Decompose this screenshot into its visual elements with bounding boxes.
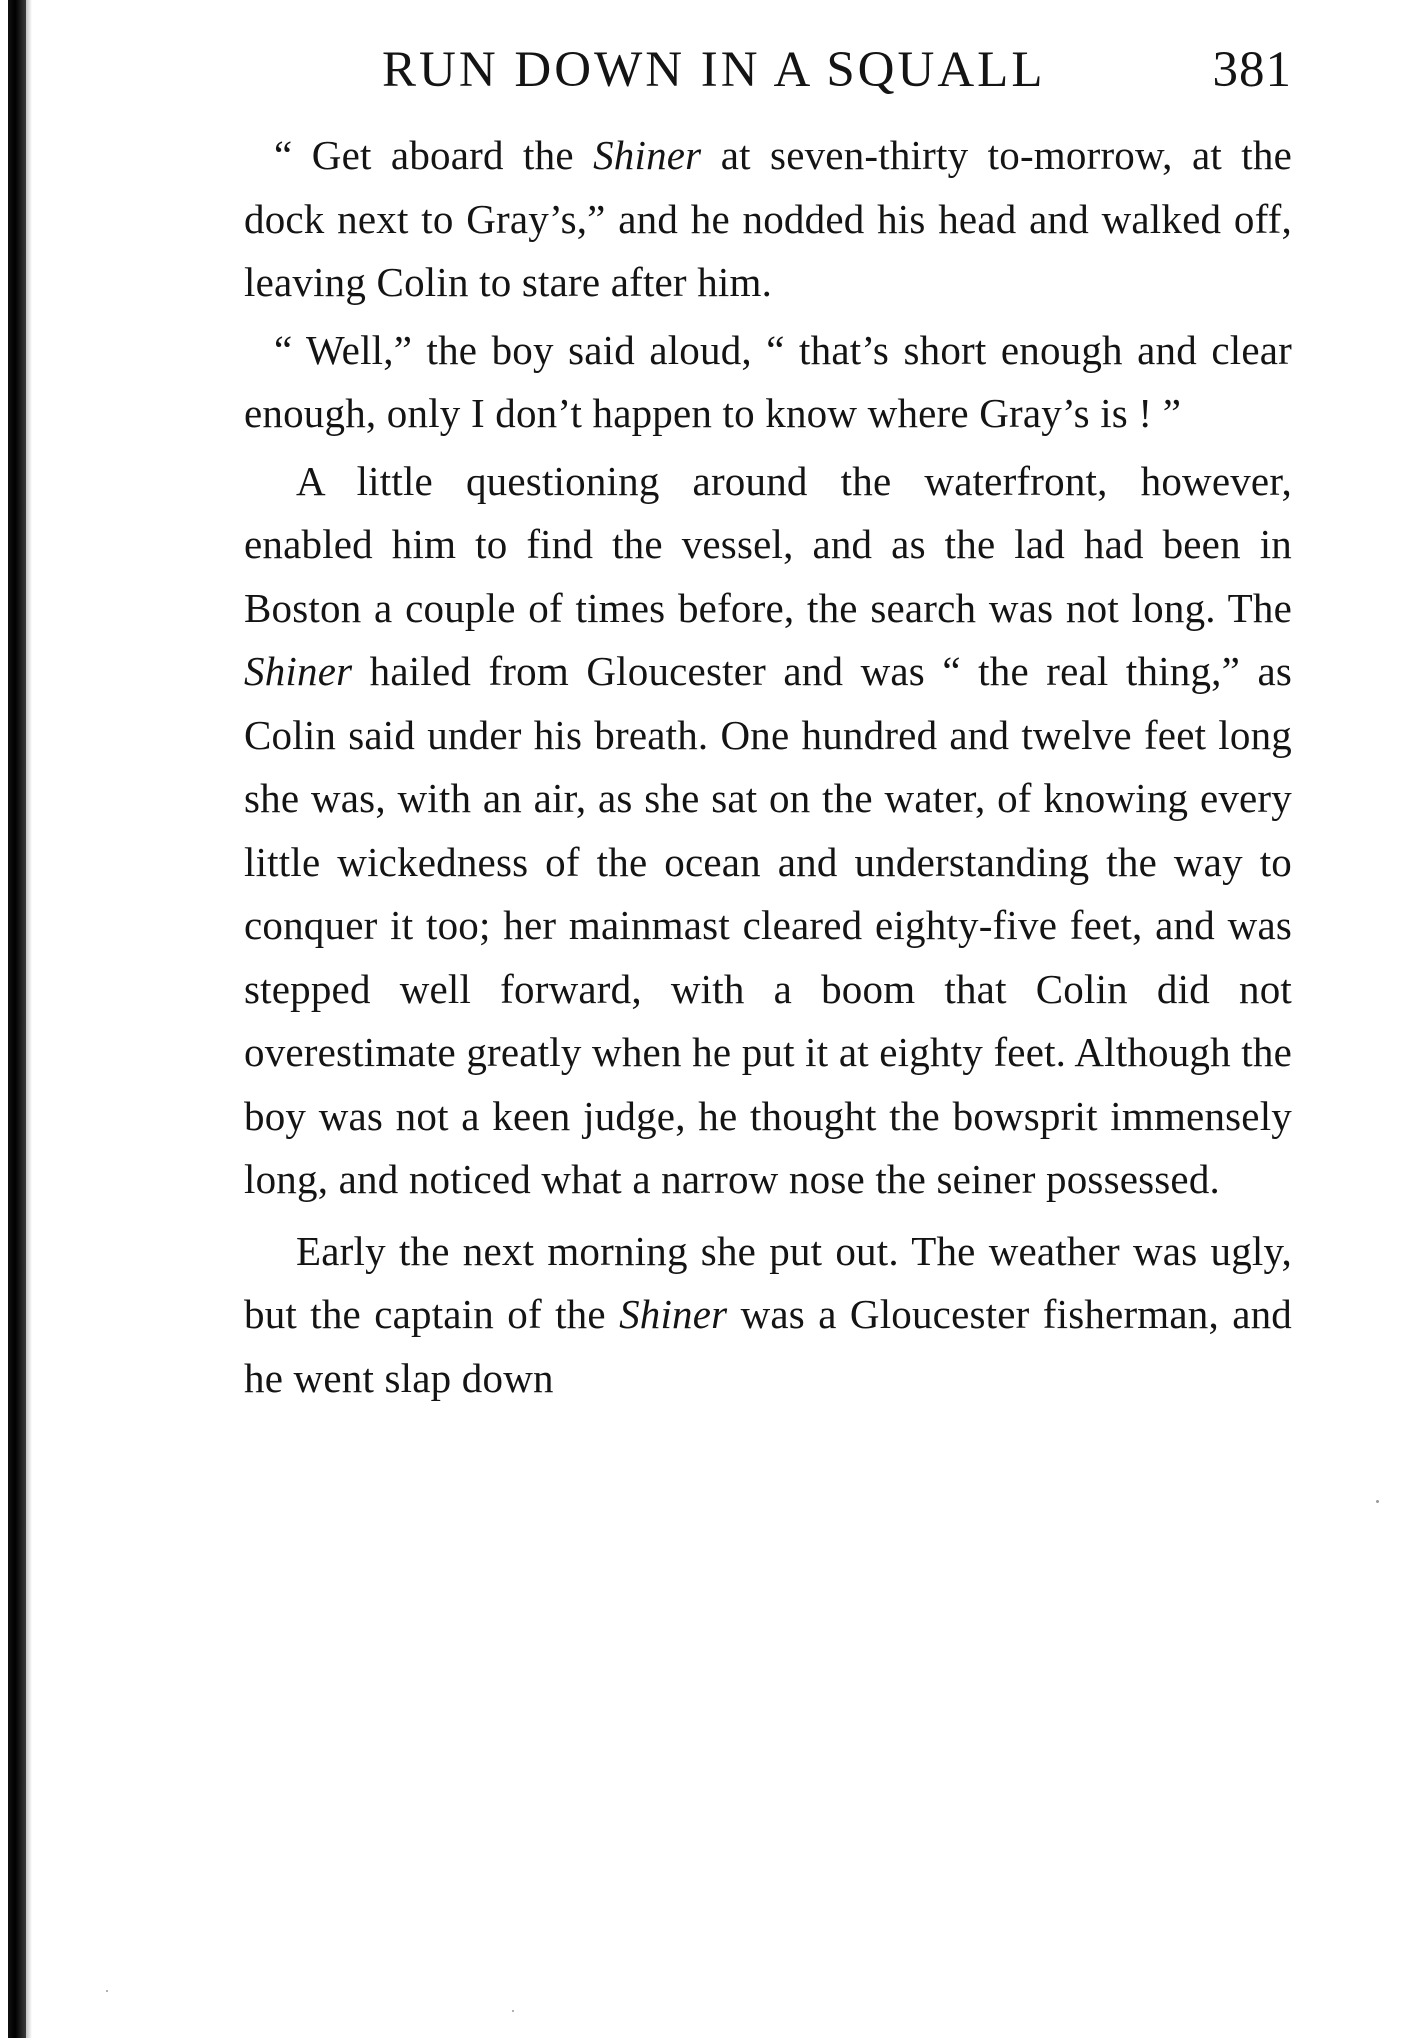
text-segment: “ Get aboard the <box>274 132 594 178</box>
paper-speck <box>106 1990 108 1992</box>
paragraph-1 <box>244 124 1292 315</box>
ship-name: Shiner <box>244 648 353 694</box>
text-segment: was a Gloucester fisherman, and he went slap down <box>244 1291 1293 1401</box>
paper-speck <box>512 2010 514 2012</box>
text-segment: A little questioning around the waterfront, however, enabled him to find the vessel, and as the lad had been in Boston a couple of times before, the search was not long. The <box>244 457 1292 631</box>
book-spine-edge <box>8 0 26 2038</box>
ship-name: Shiner <box>593 132 702 178</box>
spine-shadow <box>26 0 32 2038</box>
text-segment: “ Well,” the boy said aloud, “ that’s short enough and clear enough, only I don’t happen to know where Gray’s is ! ” <box>244 326 1292 436</box>
paragraph-4 <box>244 1220 1292 1411</box>
text-segment: at seven-thirty to-morrow, at the dock next to Gray’s,” and he nodded his head and walked off, leaving Colin to stare after him. <box>244 132 1292 305</box>
running-title: RUN DOWN IN A SQUALL <box>382 42 1046 98</box>
paragraph-3 <box>244 450 1292 1212</box>
page-header <box>244 38 1292 102</box>
ship-name: Shiner <box>619 1291 728 1337</box>
paragraph-2 <box>244 319 1292 446</box>
page-number: 381 <box>1212 42 1292 98</box>
paper-speck <box>1376 1500 1379 1503</box>
body-text <box>244 124 1292 1410</box>
text-segment: Early the next morning she put out. The weather was ugly, but the captain of the <box>244 1227 1292 1337</box>
text-segment: hailed from Gloucester and was “ the real thing,” as Colin said under his breath. One hundred and twelve feet long she was, with an air, as she sat on the water, of knowing every little wickedness of the ocean and understanding the way to conquer it too; her mainmast cleared eighty-five feet, and was stepped well forward, with a boom that Colin did not overestimate greatly when he put it at eighty feet. Although the boy was not a keen judge, he thought the bowsprit immensely long, and noticed what a narrow nose the seiner possessed. <box>244 648 1292 1202</box>
